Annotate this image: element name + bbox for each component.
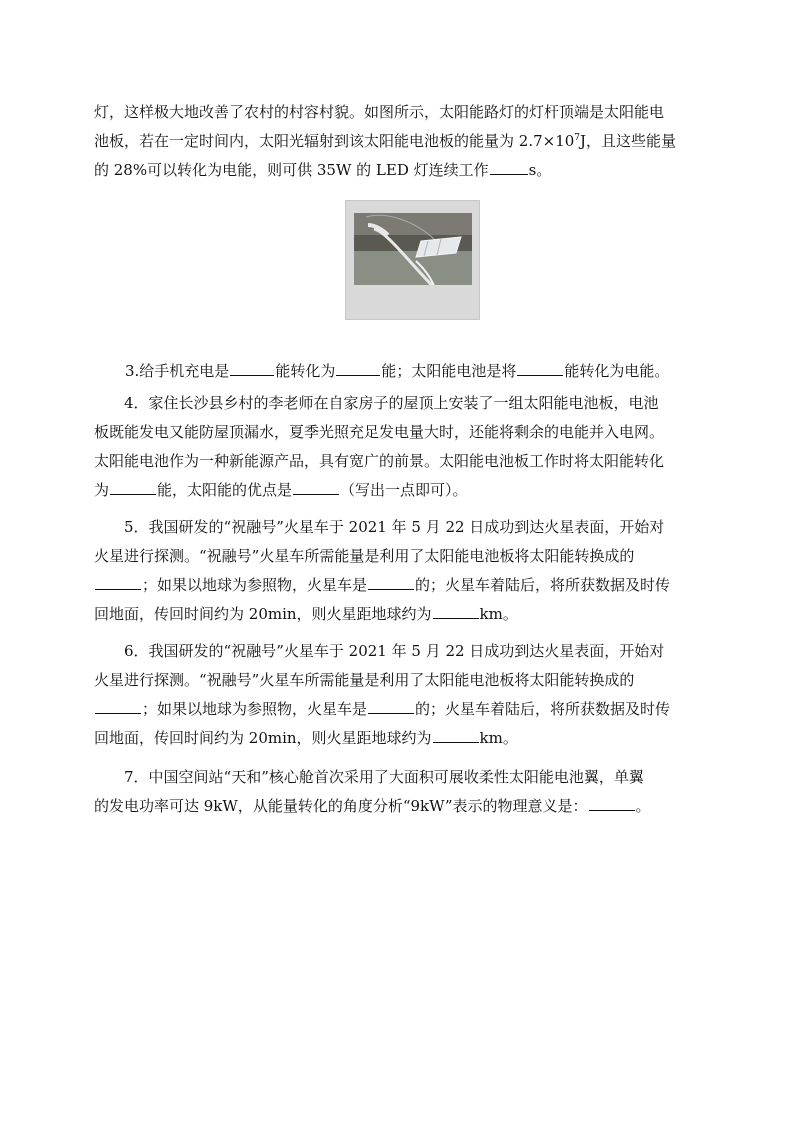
answer-blank[interactable] [368,697,414,714]
question-5 [94,513,704,629]
answer-blank[interactable] [336,359,380,376]
text-line: 火星进行探测。“祝融号”火星车所需能量是利用了太阳能电池板将太阳能转换成的 [94,547,635,565]
text-line: 为 能，太阳能的优点是 （写出一点即可）。 [94,476,704,505]
text-line: 5．我国研发的“祝融号”火星车于 2021 年 5 月 22 日成功到达火星表面，开始对 [124,518,665,536]
text-line: 7．中国空间站“天和”核心舱首次采用了大面积可展收柔性太阳能电池翼，单翼 [124,768,644,786]
text-line: 的 28%可以转化为电能，则可供 35W 的 LED 灯连续工作 s。 [94,156,704,185]
question-6 [94,637,704,753]
answer-blank[interactable] [433,726,479,743]
answer-blank[interactable] [368,573,414,590]
question-7 [94,763,704,821]
text-line: 6．我国研发的“祝融号”火星车于 2021 年 5 月 22 日成功到达火星表面，开始对 [124,642,665,660]
text-line: 回地面，传回时间约为 20min，则火星距地球约为 km。 [94,600,704,629]
text-line: 太阳能电池作为一种新能源产品，具有宽广的前景。太阳能电池板工作时将太阳能转化 [94,452,665,470]
answer-blank[interactable] [589,794,635,811]
text-line: 板既能发电又能防屋顶漏水，夏季光照充足发电量大时，还能将剩余的电能并入电网。 [94,423,665,441]
text-line: ；如果以地球为参照物，火星车是 的；火星车着陆后，将所获数据及时传 [94,695,704,724]
text-line: ；如果以地球为参照物，火星车是 的；火星车着陆后，将所获数据及时传 [94,571,704,600]
answer-blank[interactable] [95,573,141,590]
question-3 [125,357,735,386]
answer-blank[interactable] [293,478,339,495]
text-line: 火星进行探测。“祝融号”火星车所需能量是利用了太阳能电池板将太阳能转换成的 [94,671,635,689]
answer-blank[interactable] [490,158,528,175]
answer-blank[interactable] [517,359,563,376]
text-line: 灯，这样极大地改善了农村的村容村貌。如图所示，太阳能路灯的灯杆顶端是太阳能电 [94,103,665,121]
text-line: 的发电功率可达 9kW，从能量转化的角度分析“9kW”表示的物理意义是： 。 [94,792,704,821]
answer-blank[interactable] [433,602,479,619]
text-line: 回地面，传回时间约为 20min，则火星距地球约为 km。 [94,724,704,753]
answer-blank[interactable] [230,359,274,376]
solar-street-lamp-figure [345,200,480,320]
text-line: 池板，若在一定时间内，太阳光辐射到该太阳能电池板的能量为 $2.7\times 10^7J$，且这些能量 [94,132,677,150]
text-line: 3.给手机充电是 能转化为 能；太阳能电池是将 能转化为电能。 [125,357,735,386]
solar-street-lamp-icon [346,201,479,319]
answer-blank[interactable] [95,697,141,714]
exponent: 7 [574,133,581,143]
question-4 [94,389,704,505]
problem-2-text [94,98,704,185]
text-line: 4．家住长沙县乡村的李老师在自家房子的屋顶上安装了一组太阳能电池板，电池 [124,394,659,412]
answer-blank[interactable] [110,478,156,495]
